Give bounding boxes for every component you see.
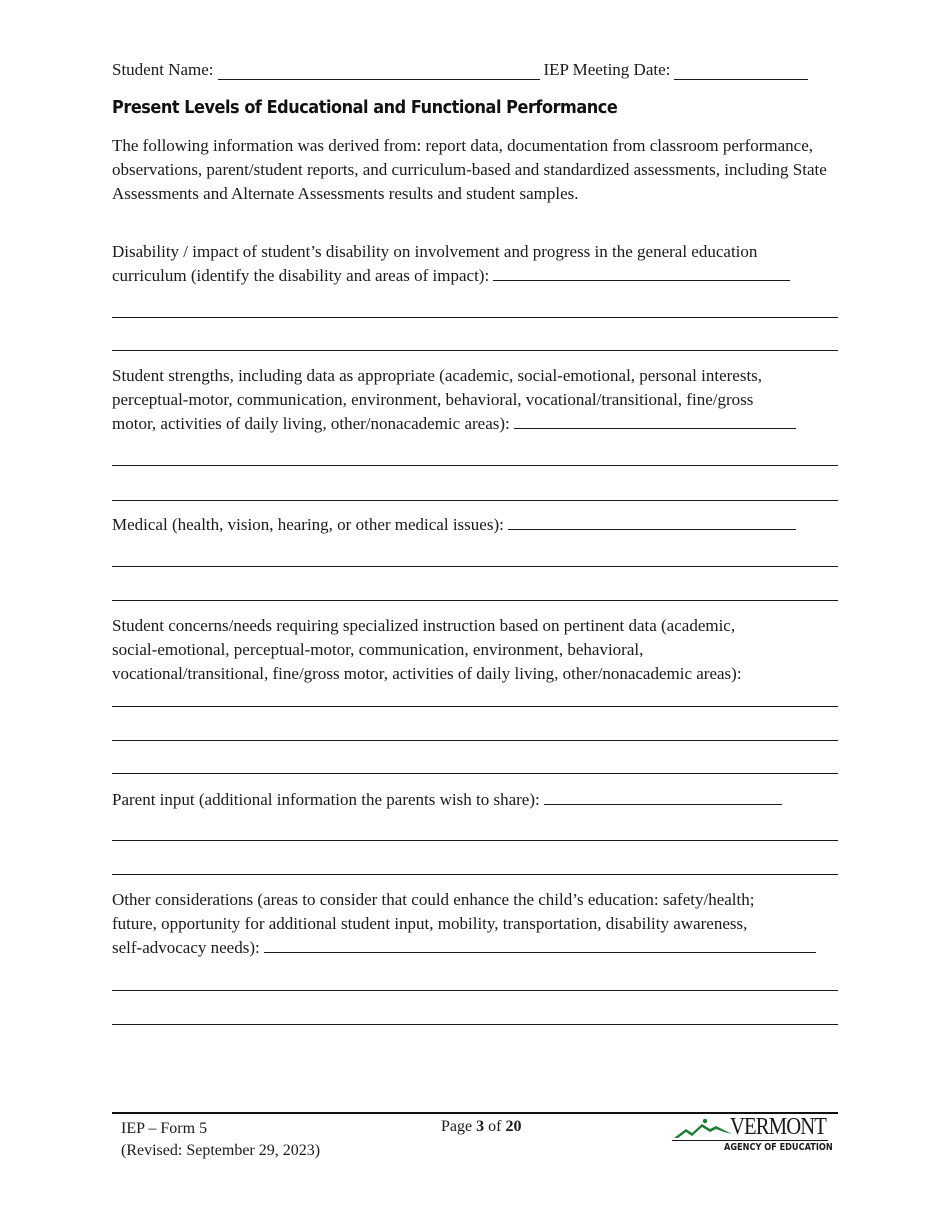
vermont-logo bbox=[672, 1114, 838, 1156]
strengths-prompt-line-1: Student strengths, including data as appropriate (academic, social-emotional, personal interests, bbox=[112, 366, 763, 385]
meeting-date-field[interactable] bbox=[674, 62, 808, 80]
page-of: of bbox=[488, 1118, 502, 1135]
medical-prompt: Medical (health, vision, hearing, or other medical issues): bbox=[112, 515, 504, 534]
student-name-label: Student Name: bbox=[112, 60, 214, 79]
page-total: 20 bbox=[505, 1118, 522, 1135]
logo-wordmark: VERMONT bbox=[730, 1114, 827, 1140]
concerns-prompt-line-1: Student concerns/needs requiring specialized instruction based on pertinent data (academic, bbox=[112, 616, 736, 635]
disability-prompt-line-2: curriculum (identify the disability and areas of impact): bbox=[112, 266, 490, 285]
logo-agency-text: AGENCY OF EDUCATION bbox=[724, 1142, 833, 1153]
student-name-field[interactable] bbox=[218, 62, 540, 80]
footer-revised-date: (Revised: September 29, 2023) bbox=[121, 1142, 321, 1159]
form-page bbox=[112, 0, 838, 1230]
parent-prompt: Parent input (additional information the parents wish to share): bbox=[112, 790, 540, 809]
strengths-field[interactable] bbox=[514, 412, 796, 429]
medical-field[interactable] bbox=[508, 513, 796, 530]
parent-field[interactable] bbox=[544, 788, 782, 805]
disability-field[interactable] bbox=[493, 264, 790, 281]
medical-blank-line[interactable] bbox=[112, 566, 838, 567]
other-prompt-line-3: self-advocacy needs): bbox=[112, 938, 260, 957]
parent-section bbox=[112, 788, 838, 812]
concerns-prompt-line-2: social-emotional, perceptual-motor, communication, environment, behavioral, bbox=[112, 640, 644, 659]
page-title: Present Levels of Educational and Functional Performance bbox=[112, 98, 618, 118]
strengths-section bbox=[112, 364, 838, 436]
intro-paragraph: The following information was derived from: report data, documentation from classroom performance, observations, parent/student reports, and curriculum-based and standardized assessments, including State Assessments and Alternate Assessments results and student samples. bbox=[112, 136, 827, 203]
other-blank-line[interactable] bbox=[112, 990, 838, 991]
concerns-blank-line[interactable] bbox=[112, 706, 838, 707]
parent-blank-line[interactable] bbox=[112, 874, 838, 875]
sun-shape bbox=[703, 1119, 707, 1123]
other-field[interactable] bbox=[264, 936, 816, 953]
other-prompt-line-2: future, opportunity for additional student input, mobility, transportation, disability awareness, bbox=[112, 914, 748, 933]
header-line bbox=[112, 56, 838, 80]
strengths-blank-line[interactable] bbox=[112, 465, 838, 466]
footer-form-info bbox=[121, 1118, 320, 1162]
medical-blank-line[interactable] bbox=[112, 600, 838, 601]
meeting-date-label: IEP Meeting Date: bbox=[543, 60, 671, 79]
strengths-prompt-line-2: perceptual-motor, communication, environment, behavioral, vocational/transitional, fine/gross bbox=[112, 390, 754, 409]
medical-section bbox=[112, 513, 838, 537]
strengths-blank-line[interactable] bbox=[112, 500, 838, 501]
logo-divider bbox=[672, 1140, 828, 1141]
footer-form-name: IEP – Form 5 bbox=[121, 1120, 208, 1137]
page-prefix: Page bbox=[441, 1118, 473, 1135]
parent-blank-line[interactable] bbox=[112, 840, 838, 841]
disability-prompt-line-1: Disability / impact of student’s disability on involvement and progress in the general education bbox=[112, 242, 758, 261]
concerns-prompt-line-3: vocational/transitional, fine/gross motor, activities of daily living, other/nonacademic areas): bbox=[112, 664, 742, 683]
concerns-blank-line[interactable] bbox=[112, 773, 838, 774]
other-blank-line[interactable] bbox=[112, 1024, 838, 1025]
disability-blank-line[interactable] bbox=[112, 350, 838, 351]
page-number bbox=[441, 1118, 521, 1136]
strengths-prompt-line-3: motor, activities of daily living, other/nonacademic areas): bbox=[112, 414, 510, 433]
disability-section bbox=[112, 240, 838, 288]
mountain-shape bbox=[674, 1124, 732, 1138]
other-prompt-line-1: Other considerations (areas to consider that could enhance the child’s education: safety/health; bbox=[112, 890, 755, 909]
concerns-section bbox=[112, 614, 838, 686]
disability-blank-line[interactable] bbox=[112, 317, 838, 318]
page-current: 3 bbox=[476, 1118, 485, 1135]
other-section bbox=[112, 888, 838, 960]
concerns-blank-line[interactable] bbox=[112, 740, 838, 741]
